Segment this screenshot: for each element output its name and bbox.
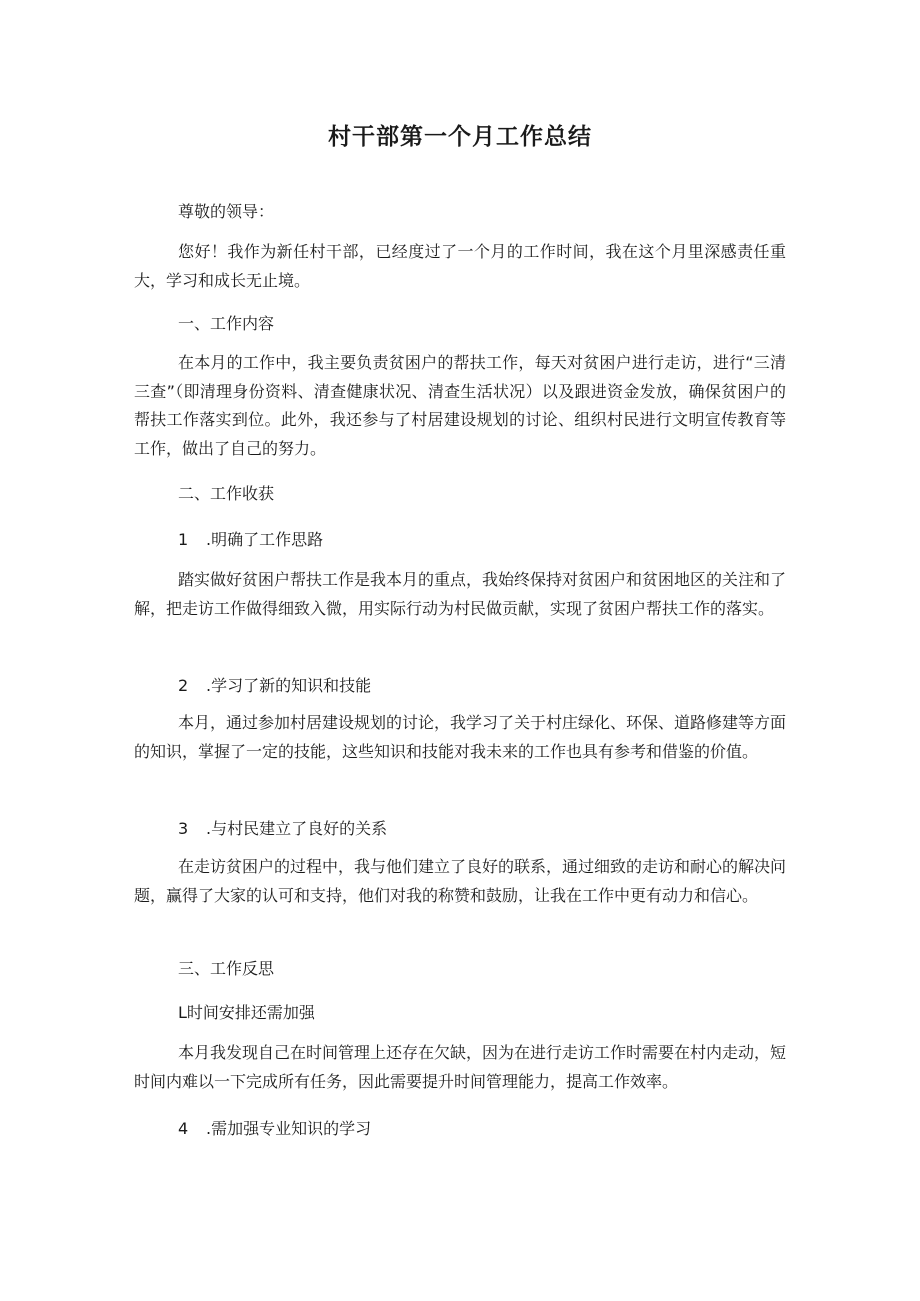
gain-item-1-heading [178, 526, 778, 555]
work-content-paragraph: 在本月的工作中，我主要负责贫困户的帮扶工作，每天对贫困户进行走访，进行“三清三查”（即清理身份资料、清查健康状况、清查生活状况）以及跟进资金发放，确保贫困户的帮扶工作落实到位。此外，我还参与了村居建设规划的讨论、组织村民进行文明宣传教育等工作，做出了自己的努力。 [134, 353, 786, 458]
salutation: 尊敬的领导： [178, 202, 275, 221]
gain-item-1-title: .明确了工作思路 [206, 530, 324, 549]
section-heading-reflection: 三、工作反思 [178, 959, 275, 978]
gain-item-3-heading [178, 815, 778, 844]
gain-item-1-paragraph: 踏实做好贫困户帮扶工作是我本月的重点，我始终保持对贫困户和贫困地区的关注和了解，把走访工作做得细致入微，用实际行动为村民做贡献，实现了贫困户帮扶工作的落实。 [134, 570, 787, 618]
reflection-item-2-title: .需加强专业知识的学习 [206, 1119, 372, 1138]
document-title: 村干部第一个月工作总结 [328, 124, 592, 150]
intro-paragraph: 您好！我作为新任村干部，已经度过了一个月的工作时间，我在这个月里深感责任重大，学习和成长无止境。 [134, 242, 786, 290]
gain-item-1-number: 1 [178, 530, 189, 549]
section-heading-work-content: 一、工作内容 [178, 314, 275, 333]
reflection-item-2-heading [178, 1115, 778, 1144]
gain-item-2-heading [178, 672, 778, 701]
section-heading-work-gains: 二、工作收获 [178, 484, 275, 503]
gain-item-2-paragraph: 本月，通过参加村居建设规划的讨论，我学习了关于村庄绿化、环保、道路修建等方面的知识，掌握了一定的技能，这些知识和技能对我未来的工作也具有参考和借鉴的价值。 [134, 713, 787, 761]
gain-item-2-title: .学习了新的知识和技能 [206, 676, 372, 695]
gain-item-3-paragraph: 在走访贫困户的过程中，我与他们建立了良好的联系，通过细致的走访和耐心的解决问题，赢得了大家的认可和支持，他们对我的称赞和鼓励，让我在工作中更有动力和信心。 [134, 857, 787, 905]
gain-item-3-number: 3 [178, 819, 189, 838]
gain-item-2-number: 2 [178, 676, 189, 695]
gain-item-3-title: .与村民建立了良好的关系 [206, 819, 388, 838]
reflection-item-2-number: 4 [178, 1119, 189, 1138]
reflection-item-1-title: L时间安排还需加强 [178, 1003, 315, 1022]
reflection-item-1-paragraph: 本月我发现自己在时间管理上还存在欠缺，因为在进行走访工作时需要在村内走动，短时间内难以一下完成所有任务，因此需要提升时间管理能力，提高工作效率。 [134, 1043, 787, 1091]
